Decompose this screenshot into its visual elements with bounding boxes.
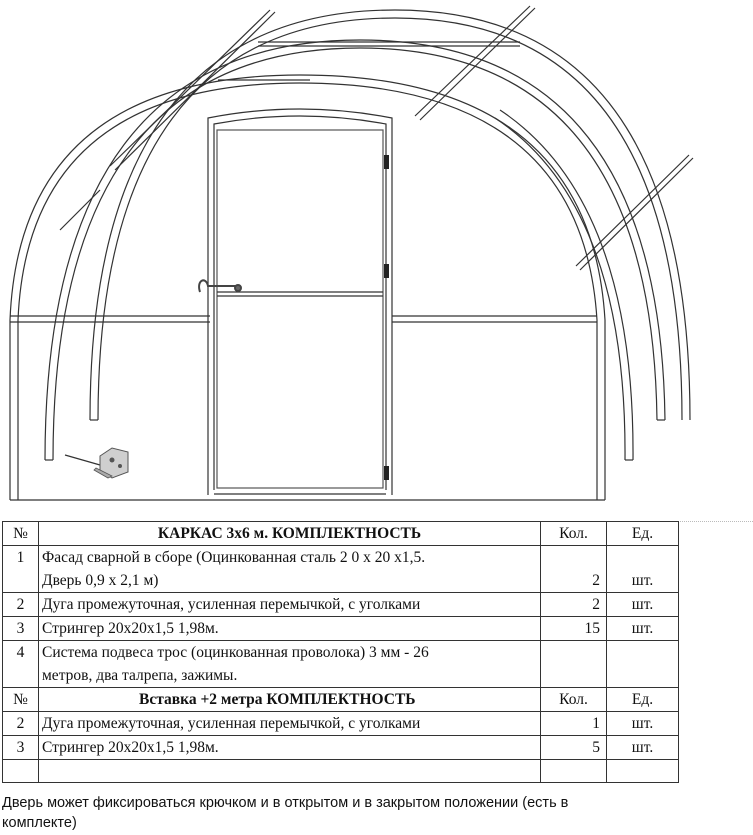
door-frame-inner bbox=[214, 116, 386, 490]
door-note bbox=[2, 793, 678, 833]
hinge bbox=[384, 466, 389, 480]
hinge bbox=[384, 264, 389, 278]
arch-mid-outer bbox=[45, 40, 665, 460]
header-unit: Ед. bbox=[607, 522, 679, 546]
header2-qty: Кол. bbox=[541, 688, 607, 712]
header-num: № bbox=[3, 522, 39, 546]
table-row: 2 Дуга промежуточная, усиленная перемычкой, с уголками 2 шт. bbox=[3, 593, 679, 617]
table-row: 1 Фасад сварной в сборе (Оцинкованная сталь 2 0 х 20 х1,5. Дверь 0,9 х 2,1 м) 2 шт. bbox=[3, 546, 679, 593]
hinge bbox=[384, 155, 389, 169]
table-row: 2 Дуга промежуточная, усиленная перемычкой, с уголками 1 шт. bbox=[3, 712, 679, 736]
table-row: 4 Система подвеса трос (оцинкованная проволока) 3 мм - 26 метров, два талрепа, зажимы. bbox=[3, 641, 679, 688]
table-row: 3 Стрингер 20х20х1,5 1,98м. 15 шт. bbox=[3, 617, 679, 641]
header2-title: Вставка +2 метра КОМПЛЕКТНОСТЬ bbox=[39, 688, 541, 712]
table-header bbox=[3, 522, 679, 546]
stringer bbox=[420, 8, 535, 120]
table-row-empty bbox=[3, 760, 679, 783]
arch-mid-inner bbox=[53, 48, 657, 460]
door-leaf bbox=[217, 130, 383, 488]
specification-table bbox=[2, 521, 679, 783]
header2-unit: Ед. bbox=[607, 688, 679, 712]
stringer bbox=[60, 190, 100, 230]
arch-right-leg bbox=[500, 110, 633, 460]
header-qty: Кол. bbox=[541, 522, 607, 546]
corner-bracket bbox=[94, 448, 128, 478]
hook-latch bbox=[199, 280, 241, 292]
arch-back-inner bbox=[98, 18, 682, 420]
stringer bbox=[580, 158, 693, 270]
edge-line bbox=[678, 521, 753, 523]
table-header-insert bbox=[3, 688, 679, 712]
note-line-2: комплекте) bbox=[2, 815, 77, 831]
note-line-1: Дверь может фиксироваться крючком и в открытом и в закрытом положении (есть в bbox=[2, 795, 569, 811]
header-title: КАРКАС 3х6 м. КОМПЛЕКТНОСТЬ bbox=[39, 522, 541, 546]
header2-num: № bbox=[3, 688, 39, 712]
stringer bbox=[115, 12, 275, 170]
door-frame-outer bbox=[208, 109, 392, 495]
arch-back-outer bbox=[90, 10, 690, 420]
table-row: 3 Стрингер 20х20х1,5 1,98м. 5 шт. bbox=[3, 736, 679, 760]
